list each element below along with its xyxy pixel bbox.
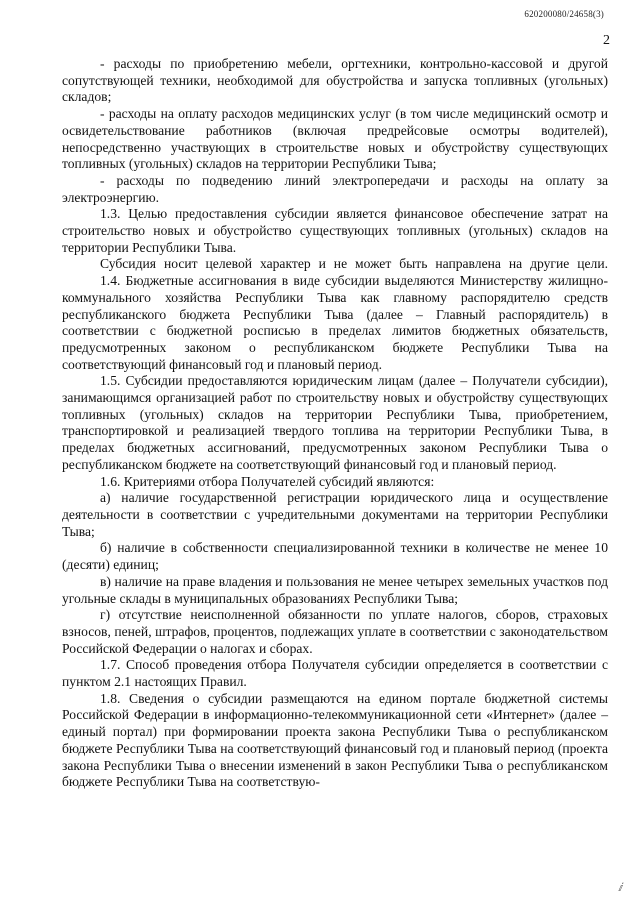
paragraph-targeted-character: Субсидия носит целевой характер и не может быть направлена на другие цели. — [100, 256, 608, 272]
criterion-d: г) отсутствие неисполненной обязанности по уплате налогов, сборов, страховых взносов, пеней, штрафов, процентов, подлежащих уплате в соответствии с законодательством Российской Федерации о налогах и сборах. — [62, 607, 608, 656]
paragraph-expenses-medical: - расходы на оплату расходов медицинских услуг (в том числе медицинский осмотр и освидетельствование работников (включая предрейсовые осмотры водителей), непосредственно участвующих в строительстве новых и обустройству существующих топливных (угольных) складов на территории Республики Тыва; — [62, 106, 608, 172]
paragraph-1-4-budget: 1.4. Бюджетные ассигнования в виде субсидии выделяются Министерству жилищно-коммунального хозяйства Республики Тыва как главному распорядителю средств республиканского бюджета Республики Тыва (далее – Главный распорядитель) в соответствии с бюджетной росписью в пределах лимитов бюджетных обязательств, предусмотренных законом о республиканском бюджете Республики Тыва на соответствующий финансовый год и плановый период. — [62, 273, 608, 372]
paragraph-expenses-furniture: - расходы по приобретению мебели, оргтехники, контрольно-кассовой и другой сопутствующей техники, необходимой для обустройства и запуска топливных (угольных) складов; — [62, 56, 608, 105]
document-id: 620200080/24658(3) — [524, 9, 604, 19]
paragraph-1-3-purpose: 1.3. Целью предоставления субсидии является финансовое обеспечение затрат на строительство новых и обустройство существующих топливных (угольных) складов на территории Республики Тыва. — [62, 206, 608, 255]
paragraph-expenses-power-lines: - расходы по подведению линий электропередачи и расходы на оплату за электроэнергию. — [62, 172, 608, 205]
paragraph-1-8-publication: 1.8. Сведения о субсидии размещаются на едином портале бюджетной системы Российской Федерации в информационно-телекоммуникационной сети «Интернет» (далее – единый портал) при формировании проекта закона Республики Тыва о республиканском бюджете Республики Тыва на соответствующий финансовый год и плановый период (проекта закона Республики Тыва о внесении изменений в закон Республики Тыва о республиканском бюджете Республики Тыва на соответствую- — [62, 690, 608, 790]
handwritten-mark: ⅈ — [618, 882, 622, 894]
paragraph-1-6-criteria: 1.6. Критериями отбора Получателей субсидий являются: — [100, 473, 435, 489]
document-body — [62, 56, 608, 791]
criterion-a: а) наличие государственной регистрации юридического лица и осуществление деятельности в соответствии с учредительными документами на территории Республики Тыва; — [62, 490, 608, 539]
criterion-b: б) наличие в собственности специализированной техники в количестве не менее 10 (десяти) единиц; — [62, 540, 608, 573]
page-number: 2 — [603, 33, 610, 48]
paragraph-1-5-recipients: 1.5. Субсидии предоставляются юридическим лицам (далее – Получатели субсидии), занимающимся организацией работ по строительству новых и обустройству существующих топливных (угольных) складов на территории Республики Тыва, приобретением, транспортировкой и реализацией твердого топлива на территории Республики Тыва, в пределах бюджетных ассигнований, предусмотренных законом Республики Тыва о республиканском бюджете на соответствующий финансовый год и плановый период. — [62, 373, 608, 472]
paragraph-1-7-selection-method: 1.7. Способ проведения отбора Получателя субсидии определяется в соответствии с пунктом 2.1 настоящих Правил. — [62, 657, 608, 690]
criterion-c: в) наличие на праве владения и пользования не менее четырех земельных участков под угольные склады в муниципальных образованиях Республики Тыва; — [62, 573, 608, 606]
